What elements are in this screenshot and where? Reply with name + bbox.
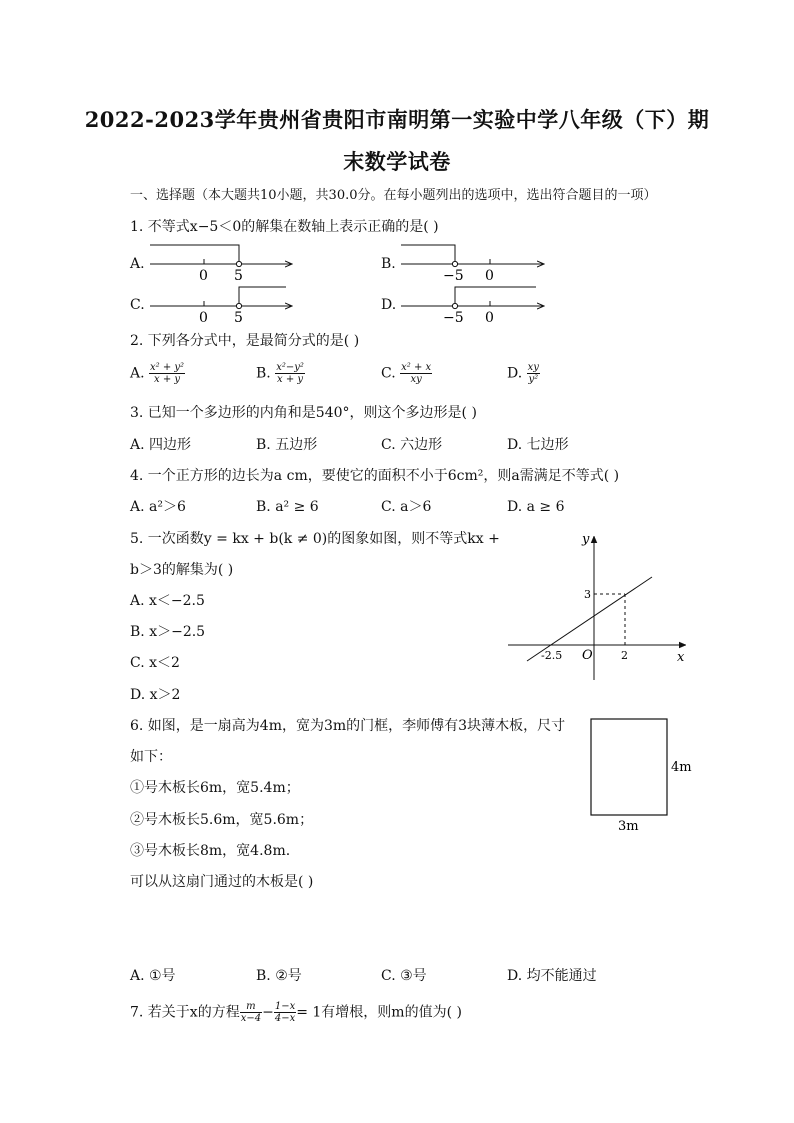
- q7-fraction-2: [274, 1001, 296, 1024]
- section-heading: 一、选择题（本大题共10小题，共30.0分。在每小题列出的选项中，选出符合题目的一项）: [130, 188, 657, 203]
- q2-a-label: A.: [130, 365, 145, 382]
- q2-b-fraction: [275, 362, 305, 385]
- q6-door-frame-figure: [585, 713, 695, 838]
- q1-number-lines: [0, 0, 794, 340]
- q5-option-a: A. x＜−2.5: [130, 593, 205, 609]
- q1-b-tick-neg5: −5: [443, 268, 464, 284]
- q2-d-num: xy: [527, 362, 539, 373]
- q2-option-b: [256, 362, 305, 385]
- q6-stem-line3: 可以从这扇门通过的木板是( ): [130, 874, 314, 890]
- q4-option-a: A. a²＞6: [130, 499, 186, 515]
- q2-d-label: D.: [507, 365, 523, 382]
- q6-board-2: ②号木板长5.6m，宽5.6m；: [130, 812, 314, 828]
- q6-option-c: C. ③号: [381, 968, 427, 984]
- q2-a-den: x + y: [154, 374, 181, 385]
- page-title-line2: 末数学试卷: [343, 149, 451, 174]
- q1-numberline-c: [150, 287, 292, 326]
- q2-stem: 2. 下列各分式中，是最简分式的是( ): [130, 333, 360, 349]
- q5-option-c: C. x＜2: [130, 655, 180, 671]
- q3-option-d: D. 七边形: [507, 437, 569, 453]
- q7-stem: [130, 1001, 462, 1024]
- q4-option-d: D. a ≥ 6: [507, 499, 565, 515]
- q1-d-tick-0: 0: [485, 310, 494, 326]
- q7-frac1-num: m: [240, 1001, 262, 1013]
- q2-d-fraction: [527, 362, 540, 385]
- q1-c-tick-0: 0: [199, 310, 208, 326]
- q2-option-c: [381, 362, 432, 385]
- q1-b-tick-0: 0: [485, 268, 494, 284]
- q1-option-b-label: B.: [381, 256, 396, 272]
- q1-a-tick-0: 0: [199, 268, 208, 284]
- q1-numberline-b: [401, 245, 544, 284]
- q2-a-num: x² + y²: [150, 362, 185, 373]
- q2-b-num: x²−y²: [276, 362, 304, 373]
- q3-option-c: C. 六边形: [381, 437, 443, 453]
- q7-frac2-den: 4−x: [274, 1013, 296, 1024]
- q1-option-a-label: A.: [130, 256, 145, 272]
- q1-c-tick-5: 5: [234, 310, 243, 326]
- q6-door-height-label: 4m: [671, 760, 692, 775]
- q5-option-b: B. x＞−2.5: [130, 624, 206, 640]
- q5-y-tick-3: 3: [584, 588, 591, 601]
- q1-stem: 1. 不等式x−5＜0的解集在数轴上表示正确的是( ): [130, 219, 439, 235]
- q5-function-graph: [500, 525, 700, 685]
- q6-option-a: A. ①号: [130, 968, 176, 984]
- q3-option-b: B. 五边形: [256, 437, 318, 453]
- q1-a-tick-5: 5: [234, 268, 243, 284]
- q3-stem: 3. 已知一个多边形的内角和是540°，则这个多边形是( ): [130, 405, 477, 421]
- q7-minus: −: [262, 1004, 274, 1021]
- q2-a-fraction: [149, 362, 185, 385]
- q2-d-den: y²: [528, 374, 539, 385]
- q4-option-b: B. a² ≥ 6: [256, 499, 319, 515]
- q5-x-tick-neg: -2.5: [541, 649, 563, 662]
- q6-board-3: ③号木板长8m，宽4.8m.: [130, 843, 291, 859]
- q2-option-a: [130, 362, 185, 385]
- q2-option-d: [507, 362, 540, 385]
- q2-c-label: C.: [381, 365, 396, 382]
- q1-option-c-label: C.: [130, 297, 145, 313]
- q6-option-b: B. ②号: [256, 968, 302, 984]
- q6-board-1: ①号木板长6m，宽5.4m；: [130, 780, 300, 796]
- q6-stem-line1: 6. 如图，是一扇高为4m，宽为3m的门框，李师傅有3块薄木板，尺寸: [130, 718, 566, 734]
- q7-prefix: 7. 若关于x的方程: [130, 1004, 240, 1021]
- q1-numberline-a: [150, 245, 292, 284]
- q5-origin-label: O: [582, 648, 593, 663]
- q2-b-den: x + y: [277, 374, 304, 385]
- q2-c-den: xy: [410, 374, 422, 385]
- q5-stem-line1: 5. 一次函数y = kx + b(k ≠ 0)的图象如图，则不等式kx +: [130, 531, 500, 547]
- q5-option-d: D. x＞2: [130, 687, 181, 703]
- q5-x-tick-pos: 2: [621, 649, 628, 662]
- q1-option-d-label: D.: [381, 297, 397, 313]
- q5-stem-line2: b＞3的解集为( ): [130, 562, 234, 578]
- q7-frac1-den: x−4: [240, 1013, 262, 1024]
- q5-x-axis-label: x: [677, 650, 685, 665]
- q7-frac2-num: 1−x: [274, 1001, 296, 1012]
- q1-d-tick-neg5: −5: [443, 310, 464, 326]
- q6-door-width-label: 3m: [618, 819, 639, 834]
- page-title-line1: 2022-2023学年贵州省贵阳市南明第一实验中学八年级（下）期: [84, 107, 710, 132]
- q4-option-c: C. a＞6: [381, 499, 432, 515]
- q2-c-num: x² + x: [401, 362, 432, 373]
- q2-c-fraction: [400, 362, 432, 385]
- q7-fraction-1: [240, 1001, 262, 1024]
- q6-option-d: D. 均不能通过: [507, 968, 597, 984]
- q4-stem: 4. 一个正方形的边长为a cm，要使它的面积不小于6cm²，则a需满足不等式( ): [130, 468, 620, 484]
- q2-b-label: B.: [256, 365, 271, 382]
- q3-option-a: A. 四边形: [130, 437, 192, 453]
- q6-stem-line2: 如下：: [130, 749, 172, 765]
- q7-suffix: = 1有增根，则m的值为( ): [296, 1004, 462, 1021]
- q5-y-axis-label: y: [582, 532, 590, 547]
- q1-numberline-d: [401, 287, 544, 326]
